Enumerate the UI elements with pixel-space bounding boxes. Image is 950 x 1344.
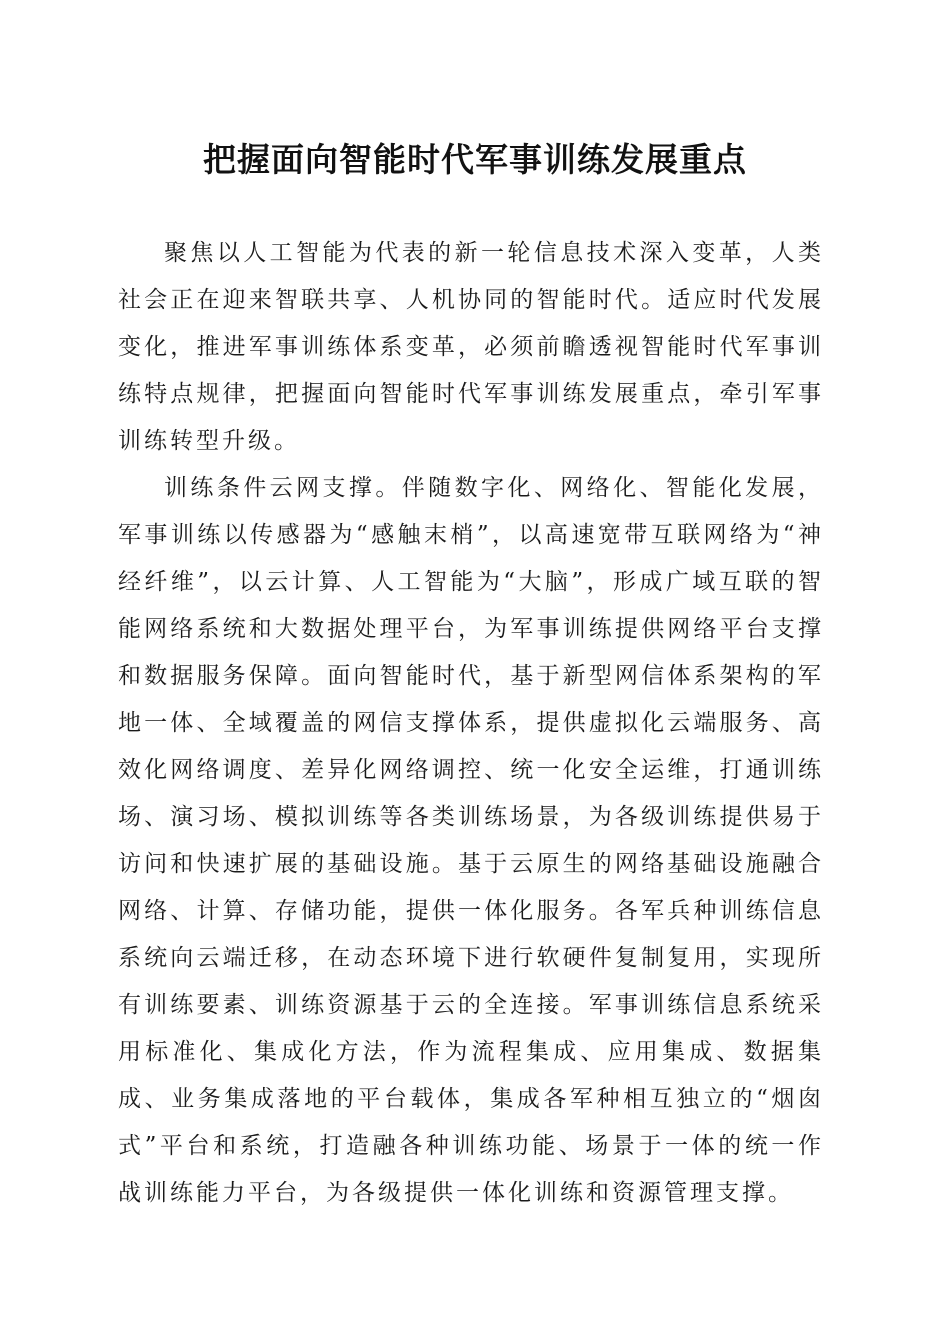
document-title: 把握面向智能时代军事训练发展重点 [203,140,747,179]
paragraph-training-conditions: 训练条件云网支撑。伴随数字化、网络化、智能化发展，军事训练以传感器为“感触末梢”，以高速宽带互联网络为“神经纤维”，以云计算、人工智能为“大脑”，形成广域互联的智能网络系统和大数据处理平台，为军事训练提供网络平台支撑和数据服务保障。面向智能时代，基于新型网信体系架构的军地一体、全域覆盖的网信支撑体系，提供虚拟化云端服务、高效化网络调度、差异化网络调控、统一化安全运维，打通训练场、演习场、模拟训练等各类训练场景，为各级训练提供易于访问和快速扩展的基础设施。基于云原生的网络基础设施融合网络、计算、存储功能，提供一体化服务。各军兵种训练信息系统向云端迁移，在动态环境下进行软硬件复制复用，实现所有训练要素、训练资源基于云的全连接。军事训练信息系统采用标准化、集成化方法，作为流程集成、应用集成、数据集成、业务集成落地的平台载体，集成各军种相互独立的“烟囱式”平台和系统，打造融各种训练功能、场景于一体的统一作战训练能力平台，为各级提供一体化训练和资源管理支撑。 [118,475,824,1206]
document-body [118,230,824,1217]
paragraph-intro: 聚焦以人工智能为代表的新一轮信息技术深入变革，人类社会正在迎来智联共享、人机协同的智能时代。适应时代发展变化，推进军事训练体系变革，必须前瞻透视智能时代军事训练特点规律，把握面向智能时代军事训练发展重点，牵引军事训练转型升级。 [118,240,824,454]
